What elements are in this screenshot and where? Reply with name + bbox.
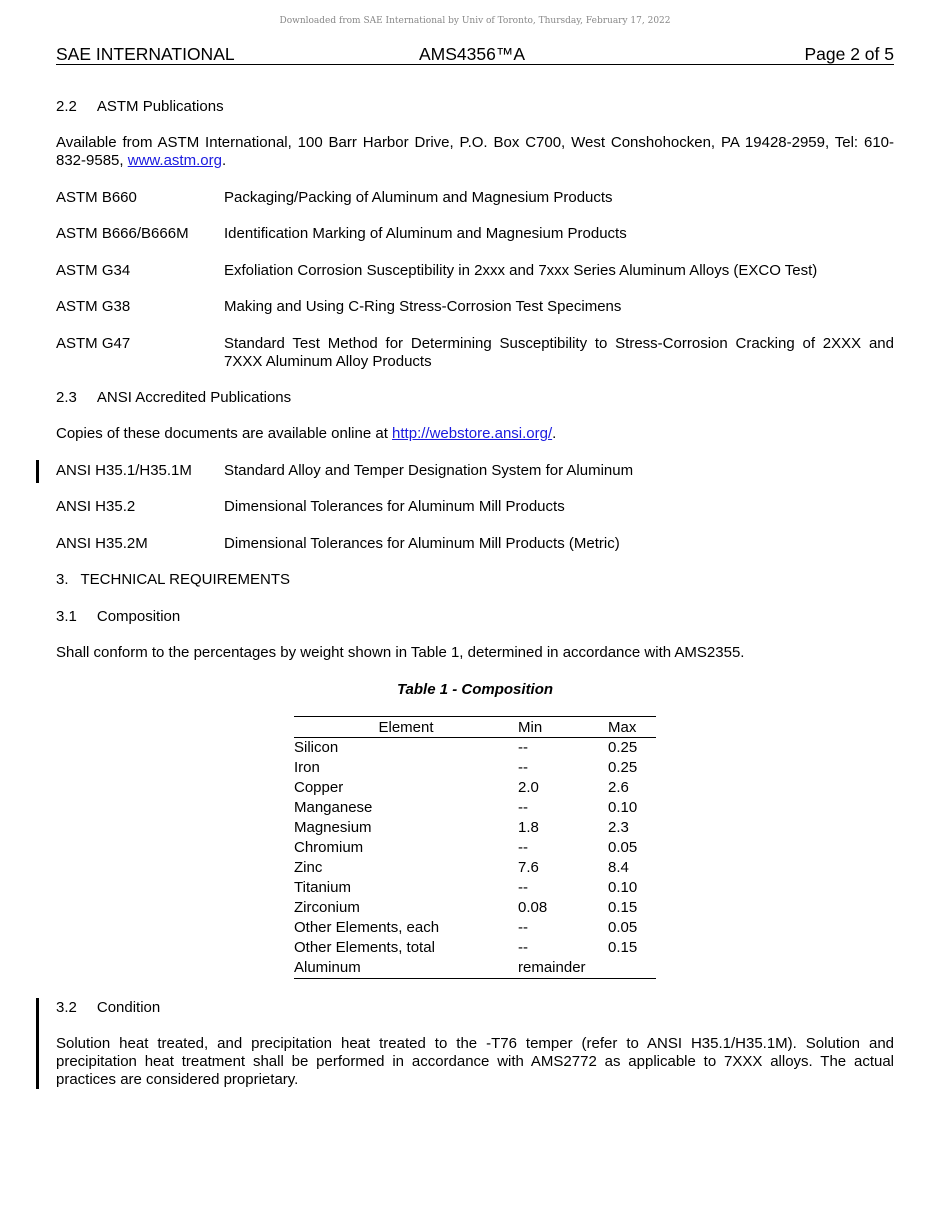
table-row: Iron -- 0.25: [294, 759, 638, 776]
revision-change-bar: [36, 998, 39, 1089]
table-row: Other Elements, each -- 0.05: [294, 919, 638, 936]
section-title: ANSI Accredited Publications: [96, 389, 292, 406]
ref-id: ANSI H35.2M: [56, 535, 148, 552]
section-3-1-text: Shall conform to the percentages by weight shown in Table 1, determined in accordance with AMS2355.: [56, 644, 745, 661]
ansi-webstore-link[interactable]: http://webstore.ansi.org/: [392, 425, 553, 442]
header-min: Min: [518, 718, 543, 736]
section-2-2-intro: Available from ASTM International, 100 Barr Harbor Drive, P.O. Box C700, West Conshohocken, PA 19428-2959, Tel: 610-832-9585, www.astm.org.: [56, 134, 894, 169]
table-row: Chromium -- 0.05: [294, 839, 638, 856]
ref-title: Standard Alloy and Temper Designation System for Aluminum: [224, 462, 634, 479]
ref-title: Identification Marking of Aluminum and Magnesium Products: [224, 225, 627, 242]
ref-id: ASTM B660: [56, 189, 137, 206]
table-row: Zirconium 0.08 0.15: [294, 899, 638, 916]
ref-id: ASTM G38: [56, 298, 131, 315]
section-number: 3.2: [56, 999, 77, 1016]
header-page-number: Page 2 of 5: [804, 44, 894, 64]
section-title: TECHNICAL REQUIREMENTS: [80, 571, 290, 588]
ref-id: ASTM G47: [56, 335, 131, 352]
section-title: Condition: [96, 999, 161, 1016]
section-2-3-intro: Copies of these documents are available online at http://webstore.ansi.org/.: [56, 425, 557, 442]
section-2-2-heading: [56, 98, 894, 116]
section-3-2-text: Solution heat treated, and precipitation heat treated to the -T76 temper (refer to ANSI H35.1/H35.1M). Solution and precipitation heat treatment shall be performed in accordance with AMS2772 as applicable to 7XXX alloys. The actual practices are considered proprietary.: [56, 1035, 894, 1088]
section-number: 2.2: [56, 98, 77, 115]
ref-id: ANSI H35.1/H35.1M: [56, 462, 192, 479]
page-header: [56, 44, 894, 65]
ref-title: Exfoliation Corrosion Susceptibility in 2xxx and 7xxx Series Aluminum Alloys (EXCO Test): [224, 262, 818, 279]
table-row: Titanium -- 0.10: [294, 879, 638, 896]
section-3-2-heading: [56, 999, 894, 1017]
section-title: ASTM Publications: [96, 98, 224, 115]
table-row: Aluminum remainder: [294, 958, 656, 979]
section-number: 3.: [56, 571, 69, 588]
section-3-1-heading: [56, 608, 894, 626]
ref-title: Standard Test Method for Determining Susceptibility to Stress-Corrosion Cracking of 2XXX and 7XXX Aluminum Alloy Products: [224, 335, 894, 370]
section-title: Composition: [96, 608, 181, 625]
section-3-heading: [56, 571, 894, 589]
download-watermark: Downloaded from SAE International by Univ of Toronto, Thursday, February 17, 2022: [279, 16, 671, 26]
ref-id: ASTM B666/B666M: [56, 225, 189, 242]
table-row: Other Elements, total -- 0.15: [294, 939, 638, 956]
ref-title: Dimensional Tolerances for Aluminum Mill Products: [224, 498, 565, 515]
header-publisher: SAE INTERNATIONAL: [56, 44, 235, 64]
ref-id: ANSI H35.2: [56, 498, 136, 515]
table-row: Copper 2.0 2.6: [294, 779, 629, 796]
section-2-3-heading: [56, 389, 894, 407]
ref-title: Dimensional Tolerances for Aluminum Mill Products (Metric): [224, 535, 620, 552]
header-document-number: AMS4356™A: [419, 44, 526, 64]
revision-change-bar: [36, 460, 39, 483]
ref-id: ASTM G34: [56, 262, 131, 279]
ref-title: Making and Using C-Ring Stress-Corrosion Test Specimens: [224, 298, 622, 315]
table-row: Manganese -- 0.10: [294, 799, 638, 816]
table-row: Magnesium 1.8 2.3: [294, 819, 629, 836]
table-row: Silicon -- 0.25: [294, 739, 638, 756]
header-element: Element: [378, 718, 434, 736]
section-number: 3.1: [56, 608, 77, 625]
table-row: Zinc 7.6 8.4: [294, 859, 629, 876]
table-caption: Table 1 - Composition: [396, 681, 554, 698]
ref-title: Packaging/Packing of Aluminum and Magnesium Products: [224, 189, 613, 206]
astm-website-link[interactable]: www.astm.org: [127, 152, 222, 169]
section-number: 2.3: [56, 389, 77, 406]
table-header-row: [294, 717, 656, 738]
composition-table: [294, 716, 656, 979]
header-max: Max: [608, 718, 637, 736]
